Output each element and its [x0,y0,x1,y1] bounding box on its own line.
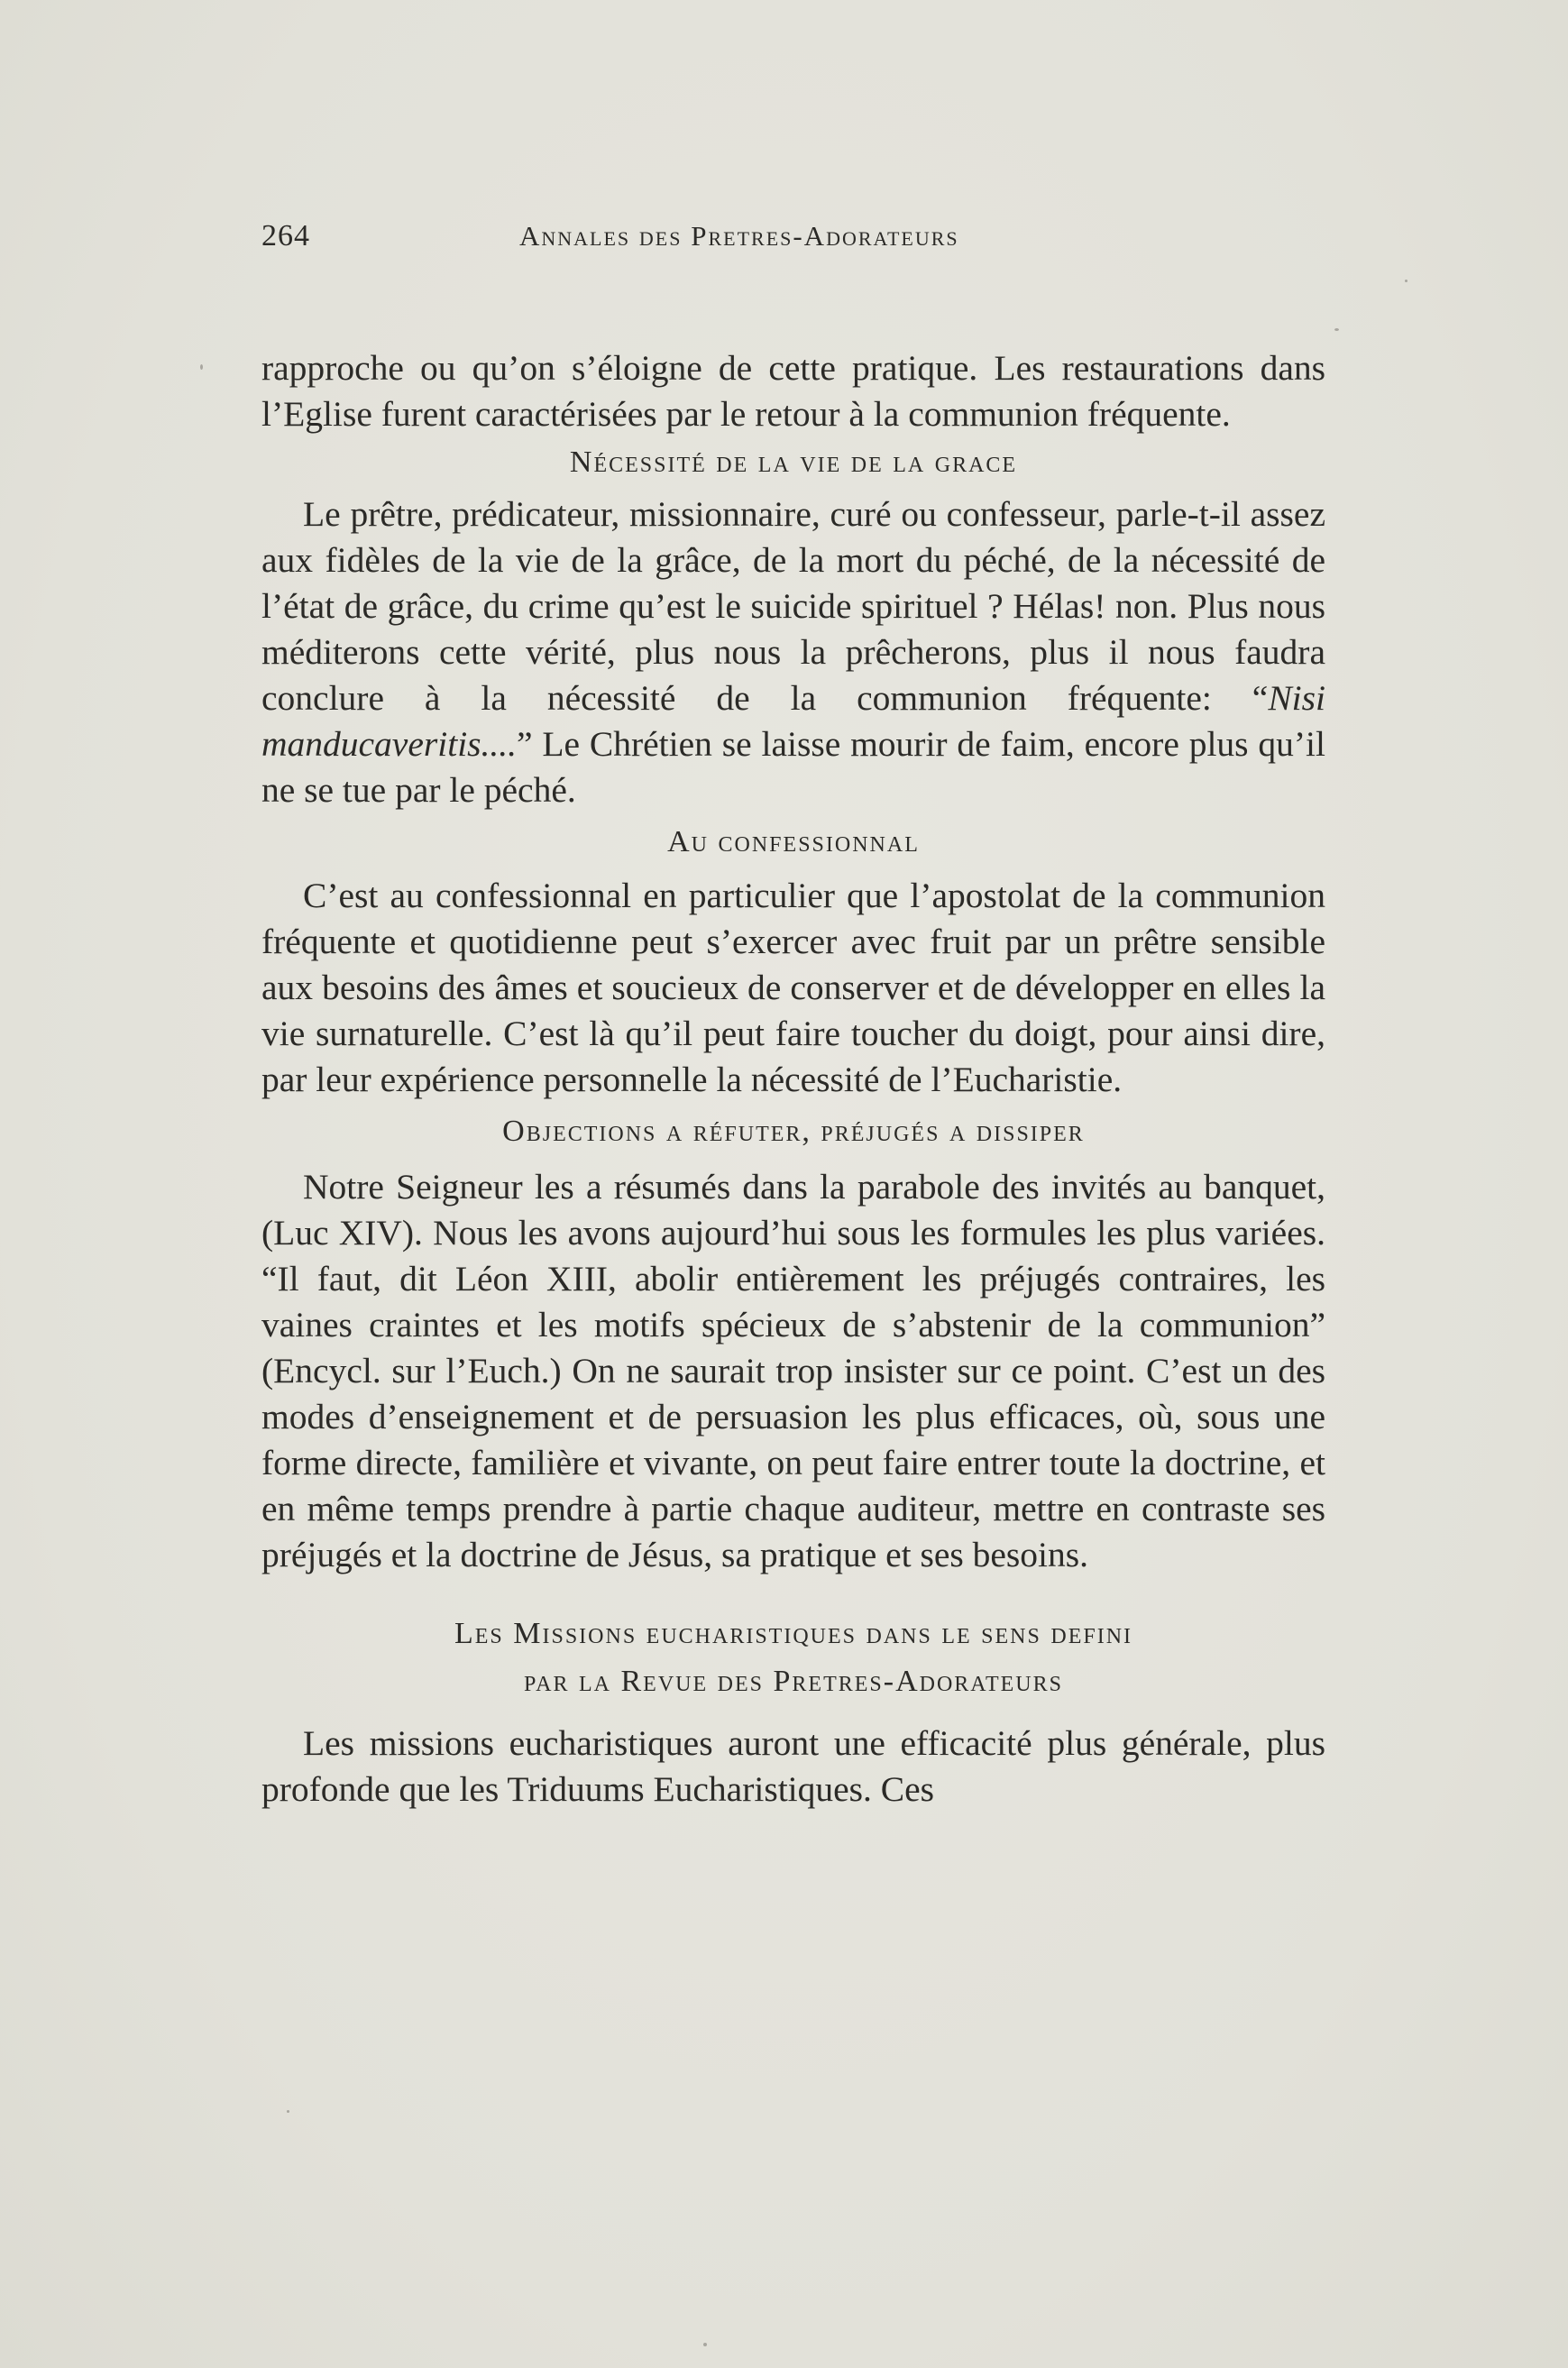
paper-speck [1405,280,1408,282]
paragraph-grace [261,491,1325,813]
paper-speck [1334,328,1339,331]
latin-quote: Nisi manducaveritis.... [261,678,1325,764]
page-number: 264 [261,219,310,252]
section-heading-missions-line-2: par la Revue des Pretres-Adorateurs [524,1665,1063,1698]
page-body [261,345,1325,1813]
section-heading-confessionnal: Au confessionnal [667,825,920,858]
paper-speck [287,2110,289,2113]
paper-speck [703,2343,707,2346]
paragraph-missions: Les missions eucharistiques auront une efficacité plus générale, plus profonde que les Triduums Eucharistiques. Ces [261,1723,1325,1809]
paragraph-confessionnal: C’est au confessionnal en particulier que l’apostolat de la communion fréquente et quotidienne peut s’exercer avec fruit par un prêtre sensible aux besoins des âmes et soucieux de conserver et de développer en elles la vie surnaturelle. C’est là qu’il peut faire toucher du doigt, pour ainsi dire, par leur expérience personnelle la nécessité de l’Eucharistie. [261,876,1325,1099]
paragraph-grace-end: ” Le Chrétien se laisse mourir de faim, encore plus qu’il ne se tue par le péché. [261,724,1325,810]
section-heading-missions-line-1: Les Missions eucharistiques dans le sens defini [454,1617,1133,1650]
paragraph-continuation: rapproche ou qu’on s’éloigne de cette pratique. Les restaurations dans l’Eglise furent caractérisées par le retour à la communion fréquente. [261,348,1325,434]
paper-speck [200,364,203,370]
running-title: Annales des Pretres-Adorateurs [519,220,959,252]
section-heading-objections: Objections a réfuter, préjugés a dissiper [502,1115,1085,1148]
paragraph-grace-text: Le prêtre, prédicateur, missionnaire, curé ou confesseur, parle-t-il assez aux fidèles de la vie de la grâce, de la mort du péché, de la nécessité de l’état de grâce, du crime qu’est le suicide spirituel ? Hélas! non. Plus nous méditerons cette vérité, plus nous la prêcherons, plus il nous faudra conclure à la nécessité de la communion fréquente: “ [261,494,1325,718]
paragraph-objections: Notre Seigneur les a résumés dans la parabole des invités au banquet, (Luc XIV). Nous les avons aujourd’hui sous les formules les plus variées. “Il faut, dit Léon XIII, abolir entièrement les préjugés contraires, les vaines craintes et les motifs spécieux de s’abstenir de la communion” (Encycl. sur l’Euch.) On ne saurait trop insister sur ce point. C’est un des modes d’enseignement et de persuasion les plus efficaces, où, sous une forme directe, familière et vivante, on peut faire entrer toute la doctrine, et en même temps prendre à partie chaque auditeur, mettre en contraste ses préjugés et la doctrine de Jésus, sa pratique et ses besoins. [261,1167,1325,1574]
page-header [261,218,1325,254]
section-heading-grace: Nécessité de la vie de la grace [569,445,1018,479]
